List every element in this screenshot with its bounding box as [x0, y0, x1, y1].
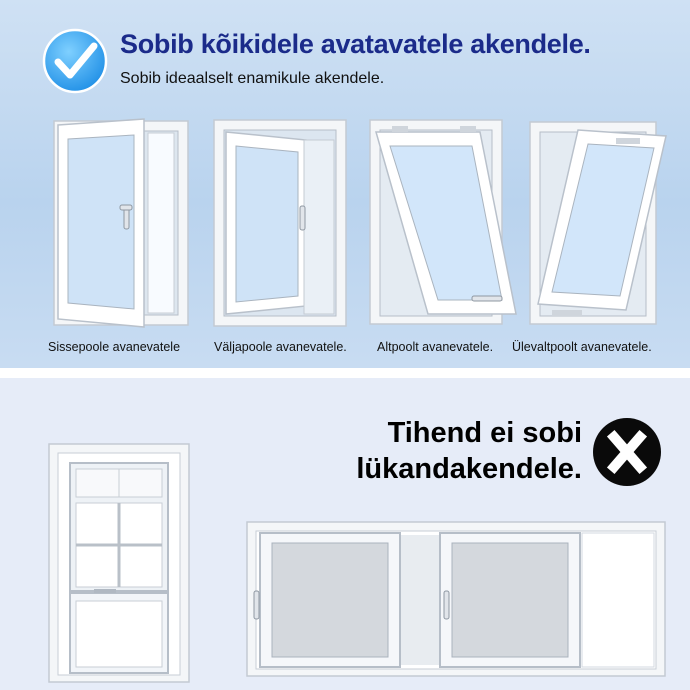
- window-caption-outward: Väljapoole avanevatele.: [214, 340, 347, 354]
- x-circle-icon: [592, 417, 662, 487]
- checkmark-circle-icon: [42, 28, 108, 94]
- top-opening-window: [524, 120, 668, 328]
- section-divider: [0, 368, 690, 378]
- sash-window: [48, 443, 190, 683]
- warning-line-1: Tihend ei sobi: [387, 417, 582, 449]
- page-title: Sobib kõikidele avatavatele akendele.: [120, 29, 591, 59]
- outward-casement-window: [212, 118, 348, 328]
- warning-line-2: lükandakendele.: [356, 453, 582, 485]
- window-caption-top: Ülevaltpoolt avanevatele.: [512, 340, 652, 354]
- bottom-opening-window: [368, 118, 520, 328]
- sliding-window: [246, 521, 666, 677]
- window-caption-bottom: Altpoolt avanevatele.: [377, 340, 494, 354]
- inward-casement-window: [52, 117, 190, 329]
- page-subtitle: Sobib ideaalselt enamikule akendele.: [120, 70, 385, 87]
- window-caption-inward: Sissepoole avanevatele: [48, 340, 181, 354]
- warning-text: [356, 415, 582, 487]
